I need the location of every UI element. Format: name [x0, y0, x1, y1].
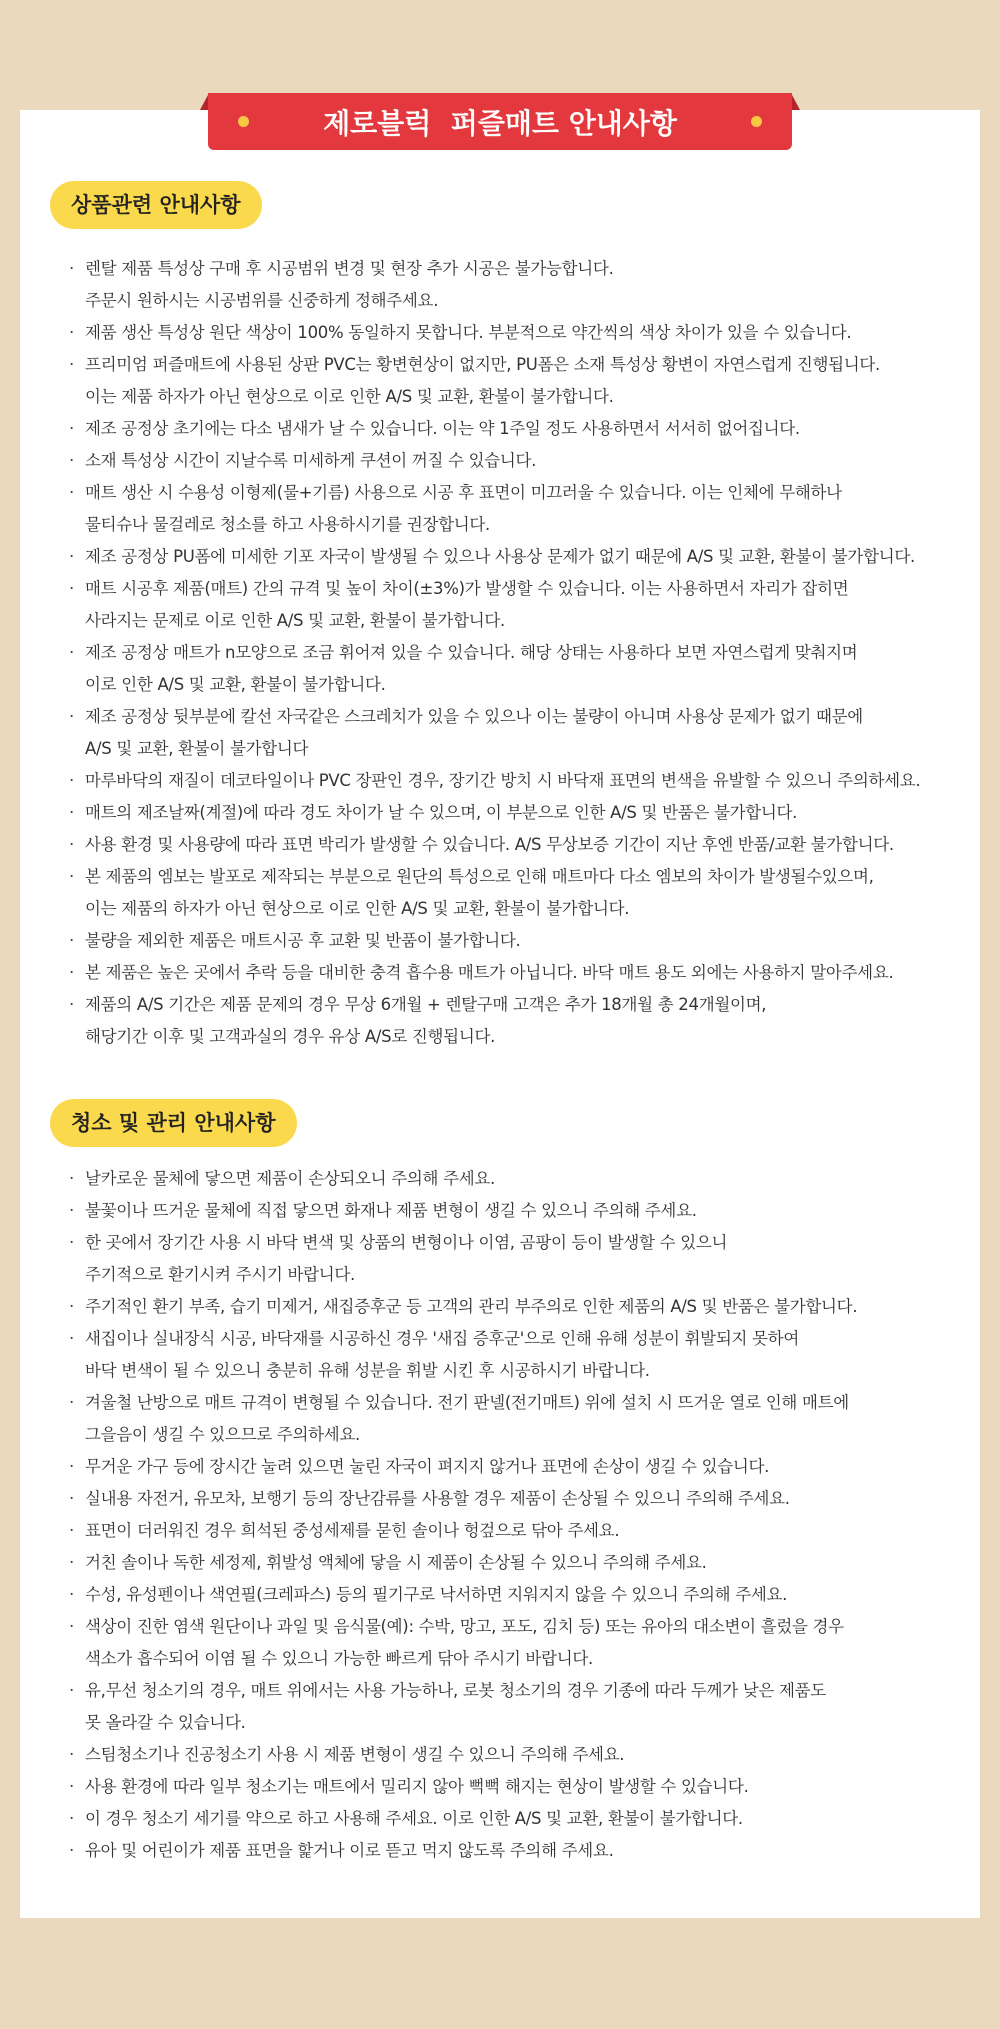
list-item	[50, 1835, 950, 1867]
list-item	[50, 1483, 950, 1515]
list-item-text: 사라지는 문제로 이로 인한 A/S 및 교환, 환불이 불가합니다.	[85, 611, 505, 630]
list-item	[50, 477, 950, 541]
list-item	[50, 637, 950, 701]
bullet-dot-icon: ·	[69, 1297, 74, 1316]
list-item	[50, 1323, 950, 1387]
bullet-dot-icon: ·	[69, 1585, 74, 1604]
bullet-dot-icon: ·	[69, 1489, 74, 1508]
bullet-dot-icon: ·	[69, 355, 74, 374]
list-item	[50, 1227, 950, 1291]
product-notice-section	[50, 181, 950, 1053]
list-item	[50, 701, 950, 765]
bullet-dot-icon: ·	[69, 963, 74, 982]
bullet-dot-icon: ·	[69, 323, 74, 342]
bullet-dot-icon: ·	[69, 1681, 74, 1700]
bullet-dot-icon: ·	[69, 1201, 74, 1220]
cleaning-notice-section	[50, 1099, 950, 1867]
list-item	[50, 861, 950, 925]
bullet-dot-icon: ·	[69, 1809, 74, 1828]
bullet-dot-icon: ·	[69, 1841, 74, 1860]
bullet-dot-icon: ·	[69, 931, 74, 950]
bullet-dot-icon: ·	[69, 451, 74, 470]
list-item	[50, 797, 950, 829]
bullet-dot-icon: ·	[69, 1553, 74, 1572]
list-item	[50, 1515, 950, 1547]
bullet-dot-icon: ·	[69, 771, 74, 790]
list-item	[50, 1291, 950, 1323]
bullet-dot-icon: ·	[69, 1745, 74, 1764]
list-item-text: 매트 시공후 제품(매트) 간의 규격 및 높이 차이(±3%)가 발생할 수 있습니다. 이는 사용하면서 자리가 잡히면	[85, 579, 849, 598]
list-item	[50, 317, 950, 349]
list-item-text: 제조 공정상 PU폼에 미세한 기포 자국이 발생될 수 있으나 사용상 문제가 없기 때문에 A/S 및 교환, 환불이 불가합니다.	[85, 547, 915, 566]
list-item	[50, 1195, 950, 1227]
list-item	[50, 541, 950, 573]
list-item-text: 물티슈나 물걸레로 청소를 하고 사용하시기를 권장합니다.	[85, 515, 491, 534]
bullet-dot-icon: ·	[69, 259, 74, 278]
list-item-text: 이 경우 청소기 세기를 약으로 하고 사용해 주세요. 이로 인한 A/S 및 교환, 환불이 불가합니다.	[85, 1809, 743, 1828]
product-notice-list	[50, 253, 950, 1053]
bullet-dot-icon: ·	[69, 1169, 74, 1188]
bullet-dot-icon: ·	[69, 419, 74, 438]
bullet-dot-icon: ·	[69, 803, 74, 822]
bullet-dot-icon: ·	[69, 1777, 74, 1796]
list-item-text: A/S 및 교환, 환불이 불가합니다	[85, 739, 309, 758]
page-title: 제로블럭 퍼즐매트 안내사항	[323, 106, 677, 140]
list-item-text: 사용 환경 및 사용량에 따라 표면 박리가 발생할 수 있습니다. A/S 무상보증 기간이 지난 후엔 반품/교환 불가합니다.	[85, 835, 894, 854]
bullet-dot-icon: ·	[69, 1457, 74, 1476]
section-title-cleaning: 청소 및 관리 안내사항	[50, 1099, 297, 1147]
list-item	[50, 989, 950, 1053]
banner-dot-left-icon	[238, 116, 249, 127]
list-item-text: 이는 제품의 하자가 아닌 현상으로 이로 인한 A/S 및 교환, 환불이 불가합니다.	[85, 899, 630, 918]
bullet-dot-icon: ·	[69, 1617, 74, 1636]
list-item-text: 제조 공정상 뒷부분에 칼선 자국같은 스크레치가 있을 수 있으나 이는 불량이 아니며 사용상 문제가 없기 때문에	[85, 707, 863, 726]
list-item-text: 거친 솔이나 독한 세정제, 휘발성 액체에 닿을 시 제품이 손상될 수 있으니 주의해 주세요.	[85, 1553, 707, 1572]
list-item	[50, 925, 950, 957]
list-item-text: 새집이나 실내장식 시공, 바닥재를 시공하신 경우 '새집 증후군'으로 인해 유해 성분이 휘발되지 못하여	[85, 1329, 799, 1348]
bullet-dot-icon: ·	[69, 835, 74, 854]
list-item-text: 바닥 변색이 될 수 있으니 충분히 유해 성분을 휘발 시킨 후 시공하시기 바랍니다.	[85, 1361, 650, 1380]
bullet-dot-icon: ·	[69, 579, 74, 598]
list-item	[50, 1771, 950, 1803]
list-item-text: 불량을 제외한 제품은 매트시공 후 교환 및 반품이 불가합니다.	[85, 931, 521, 950]
list-item-text: 사용 환경에 따라 일부 청소기는 매트에서 밀리지 않아 뻑뻑 해지는 현상이 발생할 수 있습니다.	[85, 1777, 749, 1796]
list-item-text: 매트의 제조날짜(계절)에 따라 경도 차이가 날 수 있으며, 이 부분으로 인한 A/S 및 반품은 불가합니다.	[85, 803, 798, 822]
bullet-dot-icon: ·	[69, 1233, 74, 1252]
list-item-text: 날카로운 물체에 닿으면 제품이 손상되오니 주의해 주세요.	[85, 1169, 495, 1188]
list-item-text: 무거운 가구 등에 장시간 눌려 있으면 눌린 자국이 펴지지 않거나 표면에 손상이 생길 수 있습니다.	[85, 1457, 770, 1476]
list-item-text: 제품 생산 특성상 원단 색상이 100% 동일하지 못합니다. 부분적으로 약간씩의 색상 차이가 있을 수 있습니다.	[85, 323, 852, 342]
bullet-dot-icon: ·	[69, 1329, 74, 1348]
list-item-text: 못 올라갈 수 있습니다.	[85, 1713, 246, 1732]
list-item	[50, 1387, 950, 1451]
list-item-text: 주문시 원하시는 시공범위를 신중하게 정해주세요.	[85, 291, 439, 310]
list-item	[50, 1611, 950, 1675]
list-item-text: 렌탈 제품 특성상 구매 후 시공범위 변경 및 현장 추가 시공은 불가능합니다.	[85, 259, 614, 278]
list-item-text: 제조 공정상 매트가 n모양으로 조금 휘어져 있을 수 있습니다. 해당 상태는 사용하다 보면 자연스럽게 맞춰지며	[85, 643, 858, 662]
bullet-dot-icon: ·	[69, 547, 74, 566]
list-item	[50, 957, 950, 989]
list-item	[50, 829, 950, 861]
list-item-text: 마루바닥의 재질이 데코타일이나 PVC 장판인 경우, 장기간 방치 시 바닥재 표면의 변색을 유발할 수 있으니 주의하세요.	[85, 771, 921, 790]
list-item	[50, 1803, 950, 1835]
list-item-text: 유,무선 청소기의 경우, 매트 위에서는 사용 가능하나, 로봇 청소기의 경우 기종에 따라 두께가 낮은 제품도	[85, 1681, 826, 1700]
list-item	[50, 1451, 950, 1483]
list-item-text: 제조 공정상 초기에는 다소 냄새가 날 수 있습니다. 이는 약 1주일 정도 사용하면서 서서히 없어집니다.	[85, 419, 800, 438]
list-item-text: 실내용 자전거, 유모차, 보행기 등의 장난감류를 사용할 경우 제품이 손상될 수 있으니 주의해 주세요.	[85, 1489, 790, 1508]
bullet-dot-icon: ·	[69, 643, 74, 662]
list-item-text: 매트 생산 시 수용성 이형제(물+기름) 사용으로 시공 후 표면이 미끄러울 수 있습니다. 이는 인체에 무해하나	[85, 483, 842, 502]
bullet-dot-icon: ·	[69, 867, 74, 886]
list-item	[50, 573, 950, 637]
list-item	[50, 253, 950, 317]
list-item-text: 불꽃이나 뜨거운 물체에 직접 닿으면 화재나 제품 변형이 생길 수 있으니 주의해 주세요.	[85, 1201, 697, 1220]
banner-ribbon	[208, 93, 792, 150]
list-item-text: 본 제품은 높은 곳에서 추락 등을 대비한 충격 흡수용 매트가 아닙니다. 바닥 매트 용도 외에는 사용하지 말아주세요.	[85, 963, 894, 982]
bullet-dot-icon: ·	[69, 995, 74, 1014]
bullet-dot-icon: ·	[69, 1393, 74, 1412]
list-item-text: 수성, 유성펜이나 색연필(크레파스) 등의 필기구로 낙서하면 지워지지 않을 수 있으니 주의해 주세요.	[85, 1585, 788, 1604]
list-item	[50, 349, 950, 413]
list-item-text: 제품의 A/S 기간은 제품 문제의 경우 무상 6개월 + 렌탈구매 고객은 추가 18개월 총 24개월이며,	[85, 995, 767, 1014]
list-item-text: 색소가 흡수되어 이염 될 수 있으니 가능한 빠르게 닦아 주시기 바랍니다.	[85, 1649, 593, 1668]
list-item-text: 주기적으로 환기시켜 주시기 바랍니다.	[85, 1265, 356, 1284]
list-item-text: 표면이 더러워진 경우 희석된 중성세제를 묻힌 솔이나 헝겊으로 닦아 주세요.	[85, 1521, 620, 1540]
list-item-text: 스팀청소기나 진공청소기 사용 시 제품 변형이 생길 수 있으니 주의해 주세요.	[85, 1745, 625, 1764]
list-item	[50, 1579, 950, 1611]
list-item	[50, 1739, 950, 1771]
list-item-text: 해당기간 이후 및 고객과실의 경우 유상 A/S로 진행됩니다.	[85, 1027, 496, 1046]
list-item	[50, 445, 950, 477]
list-item-text: 유아 및 어린이가 제품 표면을 핥거나 이로 뜯고 먹지 않도록 주의해 주세요.	[85, 1841, 614, 1860]
list-item-text: 이로 인한 A/S 및 교환, 환불이 불가합니다.	[85, 675, 386, 694]
list-item	[50, 413, 950, 445]
bullet-dot-icon: ·	[69, 707, 74, 726]
cleaning-notice-list	[50, 1163, 950, 1867]
list-item-text: 이는 제품 하자가 아닌 현상으로 이로 인한 A/S 및 교환, 환불이 불가합니다.	[85, 387, 614, 406]
list-item	[50, 1675, 950, 1739]
list-item-text: 겨울철 난방으로 매트 규격이 변형될 수 있습니다. 전기 판넬(전기매트) 위에 설치 시 뜨거운 열로 인해 매트에	[85, 1393, 849, 1412]
list-item-text: 주기적인 환기 부족, 습기 미제거, 새집증후군 등 고객의 관리 부주의로 인한 제품의 A/S 및 반품은 불가합니다.	[85, 1297, 858, 1316]
banner-fold-right	[791, 93, 800, 110]
list-item-text: 소재 특성상 시간이 지날수록 미세하게 쿠션이 꺼질 수 있습니다.	[85, 451, 537, 470]
list-item	[50, 1547, 950, 1579]
list-item-text: 본 제품의 엠보는 발포로 제작되는 부분으로 원단의 특성으로 인해 매트마다 다소 엠보의 차이가 발생될수있으며,	[85, 867, 874, 886]
list-item	[50, 765, 950, 797]
banner-dot-right-icon	[751, 116, 762, 127]
section-title-product: 상품관련 안내사항	[50, 181, 262, 229]
title-banner	[200, 93, 800, 150]
list-item-text: 한 곳에서 장기간 사용 시 바닥 변색 및 상품의 변형이나 이염, 곰팡이 등이 발생할 수 있으니	[85, 1233, 728, 1252]
list-item-text: 그을음이 생길 수 있으므로 주의하세요.	[85, 1425, 360, 1444]
list-item-text: 프리미엄 퍼즐매트에 사용된 상판 PVC는 황변현상이 없지만, PU폼은 소재 특성상 황변이 자연스럽게 진행됩니다.	[85, 355, 880, 374]
bullet-dot-icon: ·	[69, 1521, 74, 1540]
list-item-text: 색상이 진한 염색 원단이나 과일 및 음식물(예): 수박, 망고, 포도, 김치 등) 또는 유아의 대소변이 흘렀을 경우	[85, 1617, 844, 1636]
list-item	[50, 1163, 950, 1195]
bullet-dot-icon: ·	[69, 483, 74, 502]
